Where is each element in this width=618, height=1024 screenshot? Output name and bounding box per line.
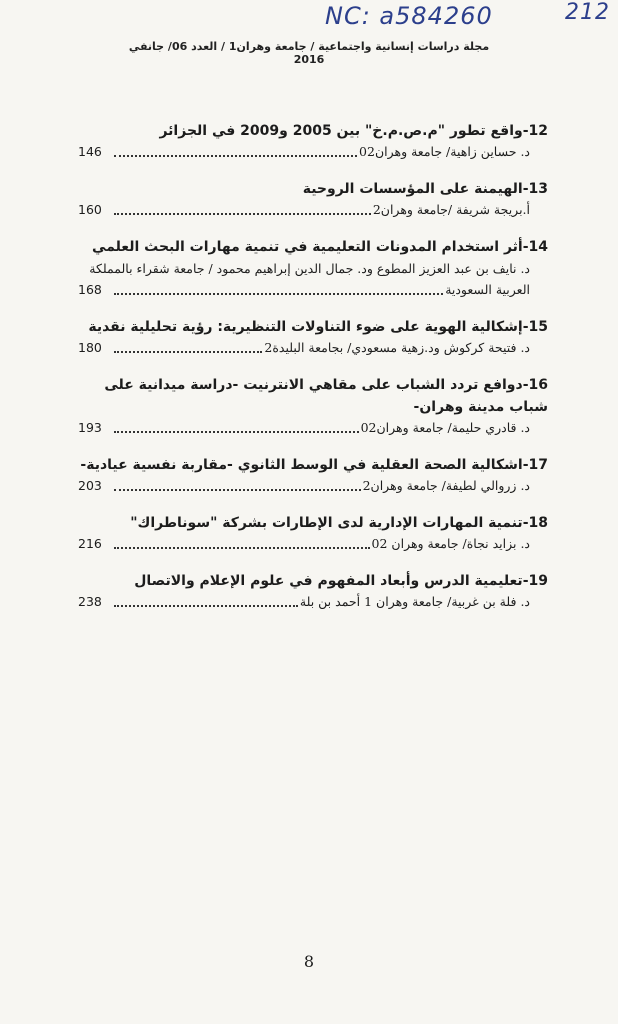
entry-author: أ.بريجة شريفة /جامعة وهران2 (372, 202, 530, 217)
leader-dots (114, 489, 361, 491)
leader-dots (114, 155, 357, 157)
entry-page: 216 (78, 536, 102, 551)
entry-author: د. نايف بن عبد العزيز المطوع ود. جمال الدين إبراهيم محمود / جامعة شقراء بالمملكة (89, 261, 530, 276)
entry-author-continued: العربية السعودية (445, 282, 530, 297)
entry-author-line (78, 142, 548, 162)
leader-dots (114, 431, 359, 433)
entry-page: 203 (78, 478, 102, 493)
entry-author-line (78, 418, 548, 438)
leader-dots (114, 293, 443, 295)
entry-page: 168 (78, 282, 102, 297)
entry-title: 15-إشكالية الهوية على ضوء التناولات التنظيرية: رؤية تحليلية نقدية (88, 319, 548, 335)
entry-author: د. فتيحة كركوش ود.زهية مسعودي/ بجامعة البليدة2 (264, 340, 530, 355)
entry-author: د. زروالي لطيفة/ جامعة وهران2 (362, 478, 530, 493)
toc-entry-17 (78, 454, 548, 496)
entry-title: 16-دوافع تردد الشباب على مقاهي الانترنيت -دراسة ميدانية على شباب مدينة وهران- (104, 377, 548, 415)
toc-entry-16 (78, 374, 548, 438)
entry-title: 18-تنمية المهارات الإدارية لدى الإطارات بشركة "سوناطراك" (130, 515, 548, 531)
entry-title: 14-أثر استخدام المدونات التعليمية في تنمية مهارات البحث العلمي (92, 239, 548, 255)
toc-entry-12 (78, 120, 548, 162)
toc-entry-14 (78, 236, 548, 300)
toc-entry-13 (78, 178, 548, 220)
leader-dots (114, 351, 262, 353)
entry-author-line (78, 200, 548, 220)
handwritten-page-mark: 212 (565, 0, 610, 25)
journal-header: مجلة دراسات إنسانية واجتماعية / جامعة وهران1 / العدد 06/ جانفي 2016 (128, 40, 490, 66)
entry-page: 238 (78, 594, 102, 609)
table-of-contents (78, 120, 548, 628)
entry-page: 193 (78, 420, 102, 435)
entry-author-line (78, 338, 548, 358)
leader-dots (114, 605, 298, 607)
entry-author-line (78, 280, 548, 300)
page-number: 8 (303, 952, 315, 971)
entry-title: 13-الهيمنة على المؤسسات الروحية (302, 181, 548, 197)
handwritten-call-number: NC: a584260 (325, 2, 493, 30)
entry-author-line (78, 592, 548, 612)
entry-author: د. بزايد نجاة/ جامعة وهران 02 (371, 536, 530, 551)
entry-page: 146 (78, 144, 102, 159)
toc-entry-19 (78, 570, 548, 612)
entry-title: 12-واقع تطور "م.ص.م.خ" بين 2005 و2009 في الجزائر (159, 123, 548, 139)
leader-dots (114, 213, 371, 215)
entry-author: د. فلة بن غربية/ جامعة وهران 1 أحمد بن بلة (299, 594, 530, 609)
entry-author: د. حساين زاهية/ جامعة وهران02 (359, 144, 530, 159)
leader-dots (114, 547, 370, 549)
entry-title: 17-اشكالية الصحة العقلية في الوسط الثانوي -مقاربة نفسية عيادية- (80, 457, 548, 473)
entry-title: 19-تعليمية الدرس وأبعاد المفهوم في علوم الإعلام والاتصال (134, 573, 548, 589)
toc-entry-18 (78, 512, 548, 554)
entry-author-line (78, 476, 548, 496)
toc-entry-15 (78, 316, 548, 358)
entry-page: 160 (78, 202, 102, 217)
entry-author-line (78, 534, 548, 554)
entry-author: د. قادري حليمة/ جامعة وهران02 (360, 420, 530, 435)
entry-page: 180 (78, 340, 102, 355)
